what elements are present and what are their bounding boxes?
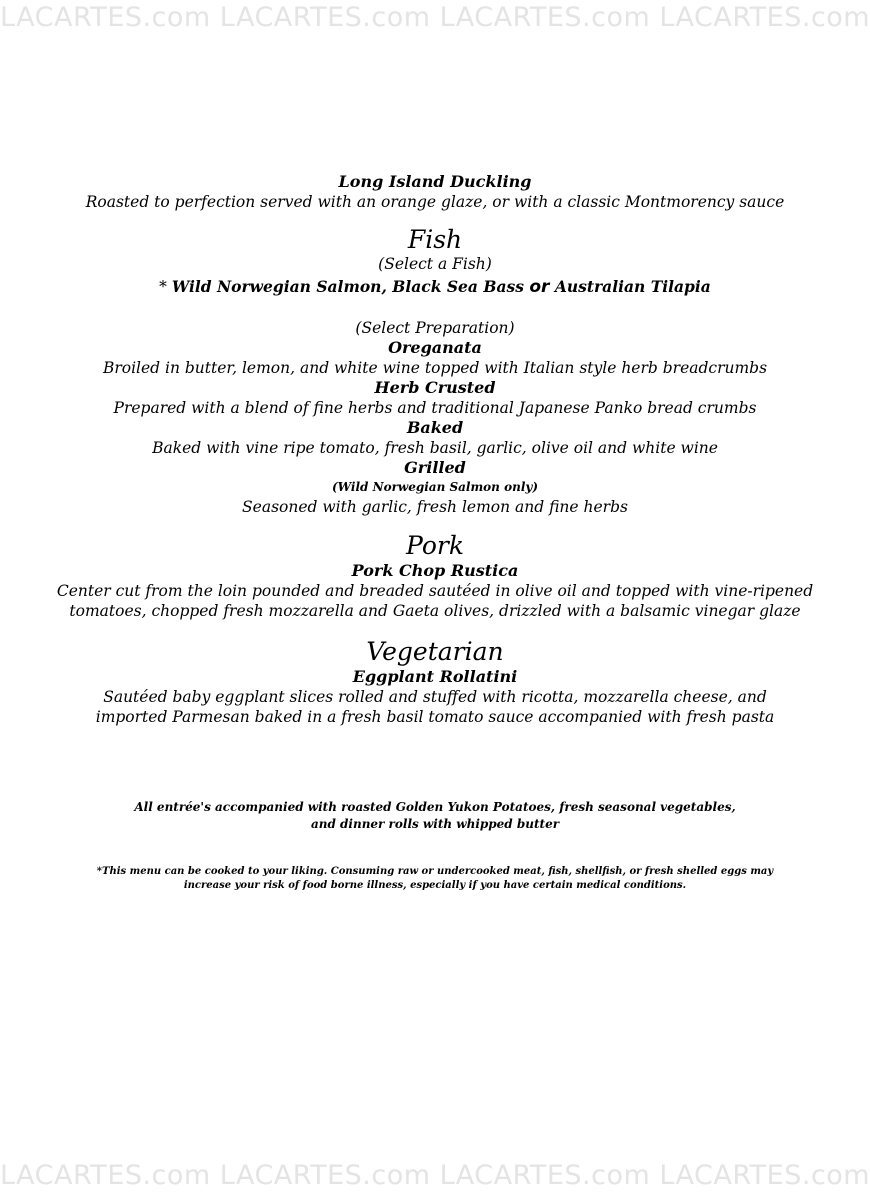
prep-description-oreganata: Broiled in butter, lemon, and white wine topped with Italian style herb breadcrumbs	[102, 359, 768, 377]
select-preparation-note: (Select Preparation)	[355, 319, 515, 337]
dish-name-duckling: Long Island Duckling	[338, 172, 532, 191]
prep-qualifier-grilled: (Wild Norwegian Salmon only)	[331, 480, 539, 494]
dish-description-pork-line2: tomatoes, chopped fresh mozzarella and Gaeta olives, drizzled with a balsamic vinegar glaze	[69, 602, 801, 620]
prep-name-oreganata: Oreganata	[388, 338, 482, 357]
duckling-section	[0, 172, 870, 212]
disclaimer-line2: increase your risk of food borne illness, especially if you have certain medical conditions.	[183, 880, 687, 891]
select-fish-note: (Select a Fish)	[378, 255, 492, 273]
prep-name-grilled: Grilled	[404, 458, 466, 477]
section-heading-fish: Fish	[407, 225, 463, 254]
fish-choices	[0, 276, 870, 298]
disclaimer-note	[0, 865, 870, 893]
section-heading-vegetarian: Vegetarian	[366, 637, 504, 666]
accompaniment-note	[0, 799, 870, 833]
fish-choice-b: Australian Tilapia	[549, 277, 711, 296]
prep-description-herb-crusted: Prepared with a blend of fine herbs and traditional Japanese Panko bread crumbs	[113, 399, 757, 417]
accompaniment-line2: and dinner rolls with whipped butter	[310, 817, 560, 831]
fish-section	[0, 225, 870, 517]
dish-description-eggplant-line2: imported Parmesan baked in a fresh basil tomato sauce accompanied with fresh pasta	[95, 708, 775, 726]
menu-page	[0, 172, 870, 893]
dish-description-eggplant-line1: Sautéed baby eggplant slices rolled and stuffed with ricotta, mozzarella cheese, and	[103, 688, 767, 706]
section-heading-pork: Pork	[406, 531, 464, 560]
prep-name-baked: Baked	[406, 418, 464, 437]
watermark-top: LACARTES.com LACARTES.com LACARTES.com LACARTES.com	[0, 2, 870, 33]
prep-name-herb-crusted: Herb Crusted	[374, 378, 496, 397]
accompaniment-line1: All entrée's accompanied with roasted Golden Yukon Potatoes, fresh seasonal vegetables,	[134, 800, 736, 814]
fish-choices-asterisk: *	[159, 278, 172, 296]
dish-name-pork-chop: Pork Chop Rustica	[351, 561, 519, 580]
dish-description-pork-line1: Center cut from the loin pounded and breaded sautéed in olive oil and topped with vine-ripened	[56, 582, 814, 600]
dish-description-duckling: Roasted to perfection served with an orange glaze, or with a classic Montmorency sauce	[85, 193, 785, 211]
pork-section	[0, 531, 870, 621]
dish-name-eggplant: Eggplant Rollatini	[352, 667, 518, 686]
prep-description-grilled: Seasoned with garlic, fresh lemon and fine herbs	[242, 498, 628, 516]
fish-choice-or: or	[529, 277, 550, 297]
vegetarian-section	[0, 637, 870, 727]
disclaimer-line1: *This menu can be cooked to your liking. Consuming raw or undercooked meat, fish, shellfish, or fresh shelled eggs may	[96, 866, 774, 877]
prep-description-baked: Baked with vine ripe tomato, fresh basil, garlic, olive oil and white wine	[152, 439, 718, 457]
fish-choice-a: Wild Norwegian Salmon, Black Sea Bass	[171, 277, 530, 296]
watermark-bottom: LACARTES.com LACARTES.com LACARTES.com LACARTES.com	[0, 1160, 870, 1191]
